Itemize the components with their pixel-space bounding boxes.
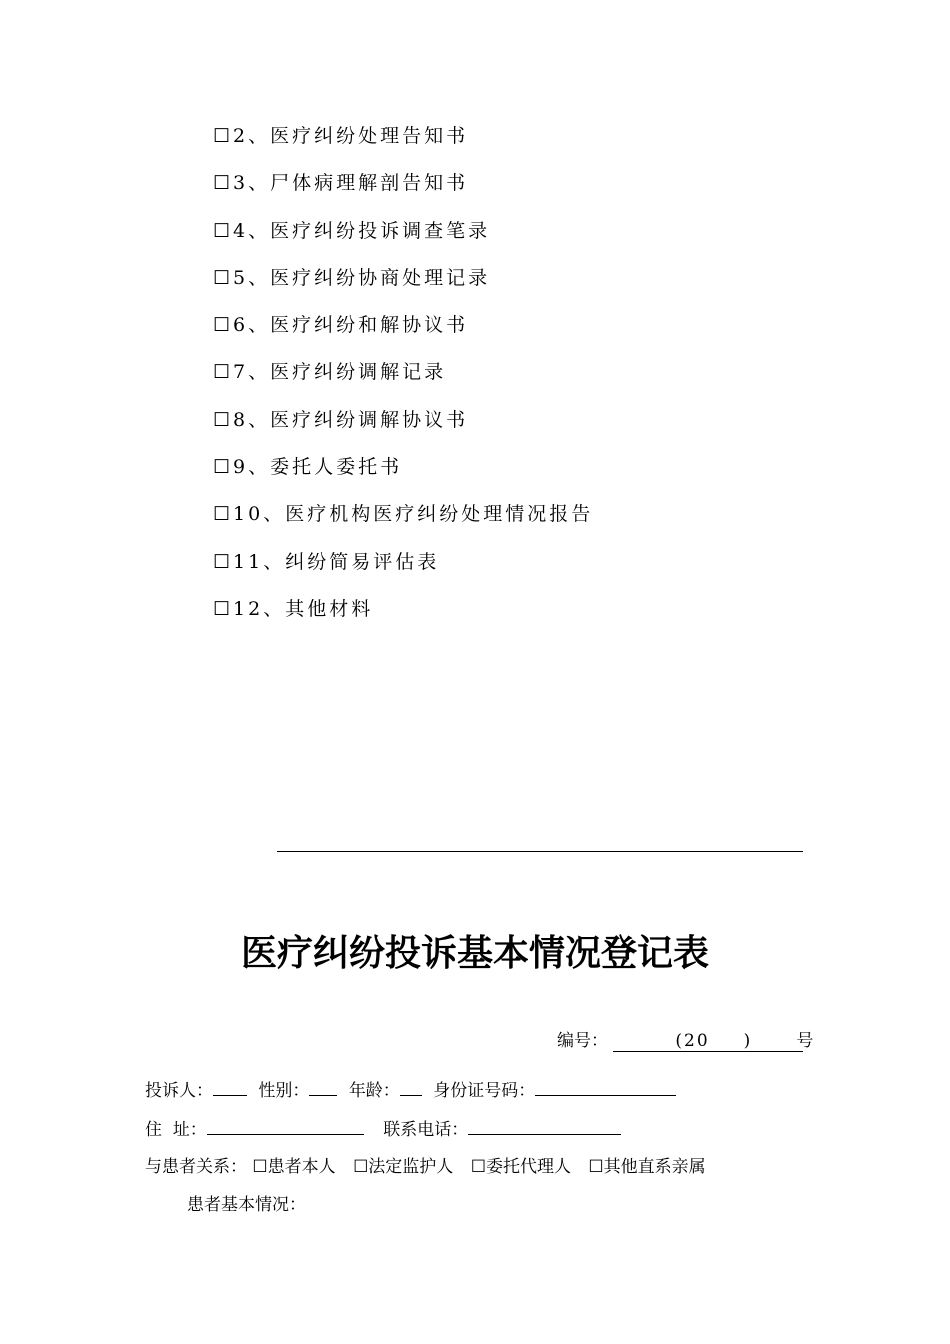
relation-option-self[interactable]: ☐患者本人	[252, 1157, 336, 1177]
checklist-item[interactable]: ☐8、医疗纠纷调解协议书	[213, 408, 469, 431]
checklist-item[interactable]: ☐12、其他材料	[213, 597, 374, 620]
age-field[interactable]	[400, 1077, 422, 1096]
checklist-item[interactable]: ☐4、医疗纠纷投诉调查笔录	[213, 219, 491, 242]
attachment-checklist	[213, 120, 593, 640]
serial-open: (20	[675, 1031, 710, 1051]
relation-row	[145, 1152, 706, 1177]
checklist-item[interactable]: ☐3、尸体病理解剖告知书	[213, 172, 469, 195]
section-divider	[277, 851, 803, 852]
gender-field[interactable]	[309, 1077, 337, 1096]
gender-label: 性别：	[258, 1081, 310, 1101]
relation-label: 与患者关系：	[145, 1157, 247, 1177]
phone-field[interactable]	[468, 1116, 621, 1135]
checklist-item[interactable]: ☐9、委托人委托书	[213, 456, 403, 479]
serial-close: )	[743, 1031, 753, 1051]
checklist-item[interactable]: ☐7、医疗纠纷调解记录	[213, 361, 447, 384]
checklist-item[interactable]: ☐11、纠纷简易评估表	[213, 550, 440, 573]
complainant-label: 投诉人：	[145, 1081, 213, 1101]
form-title: 医疗纠纷投诉基本情况登记表	[240, 933, 709, 974]
address-label: 住 址：	[145, 1120, 207, 1140]
id-number-field[interactable]	[535, 1077, 676, 1096]
checklist-item[interactable]: ☐2、医疗纠纷处理告知书	[213, 125, 469, 147]
complainant-field[interactable]	[213, 1077, 247, 1096]
age-label: 年龄：	[348, 1081, 400, 1101]
relation-option-guardian[interactable]: ☐法定监护人	[353, 1157, 454, 1177]
id-label: 身份证号码：	[433, 1081, 536, 1101]
complainant-row	[145, 1076, 676, 1101]
checklist-item[interactable]: ☐10、医疗机构医疗纠纷处理情况报告	[213, 503, 594, 526]
address-row	[145, 1115, 621, 1140]
serial-number-row	[557, 1026, 816, 1052]
serial-suffix: 号	[796, 1031, 816, 1051]
checklist-item[interactable]: ☐5、医疗纠纷协商处理记录	[213, 266, 491, 289]
relation-option-relative[interactable]: ☐其他直系亲属	[588, 1157, 706, 1177]
address-field[interactable]	[207, 1116, 364, 1135]
phone-label: 联系电话：	[383, 1120, 469, 1140]
checklist-item[interactable]: ☐6、医疗纠纷和解协议书	[213, 314, 469, 337]
patient-info-heading: 患者基本情况：	[187, 1195, 306, 1215]
serial-number-field[interactable]	[613, 1026, 816, 1052]
serial-label: 编号：	[557, 1031, 608, 1051]
relation-option-agent[interactable]: ☐委托代理人	[470, 1157, 571, 1177]
